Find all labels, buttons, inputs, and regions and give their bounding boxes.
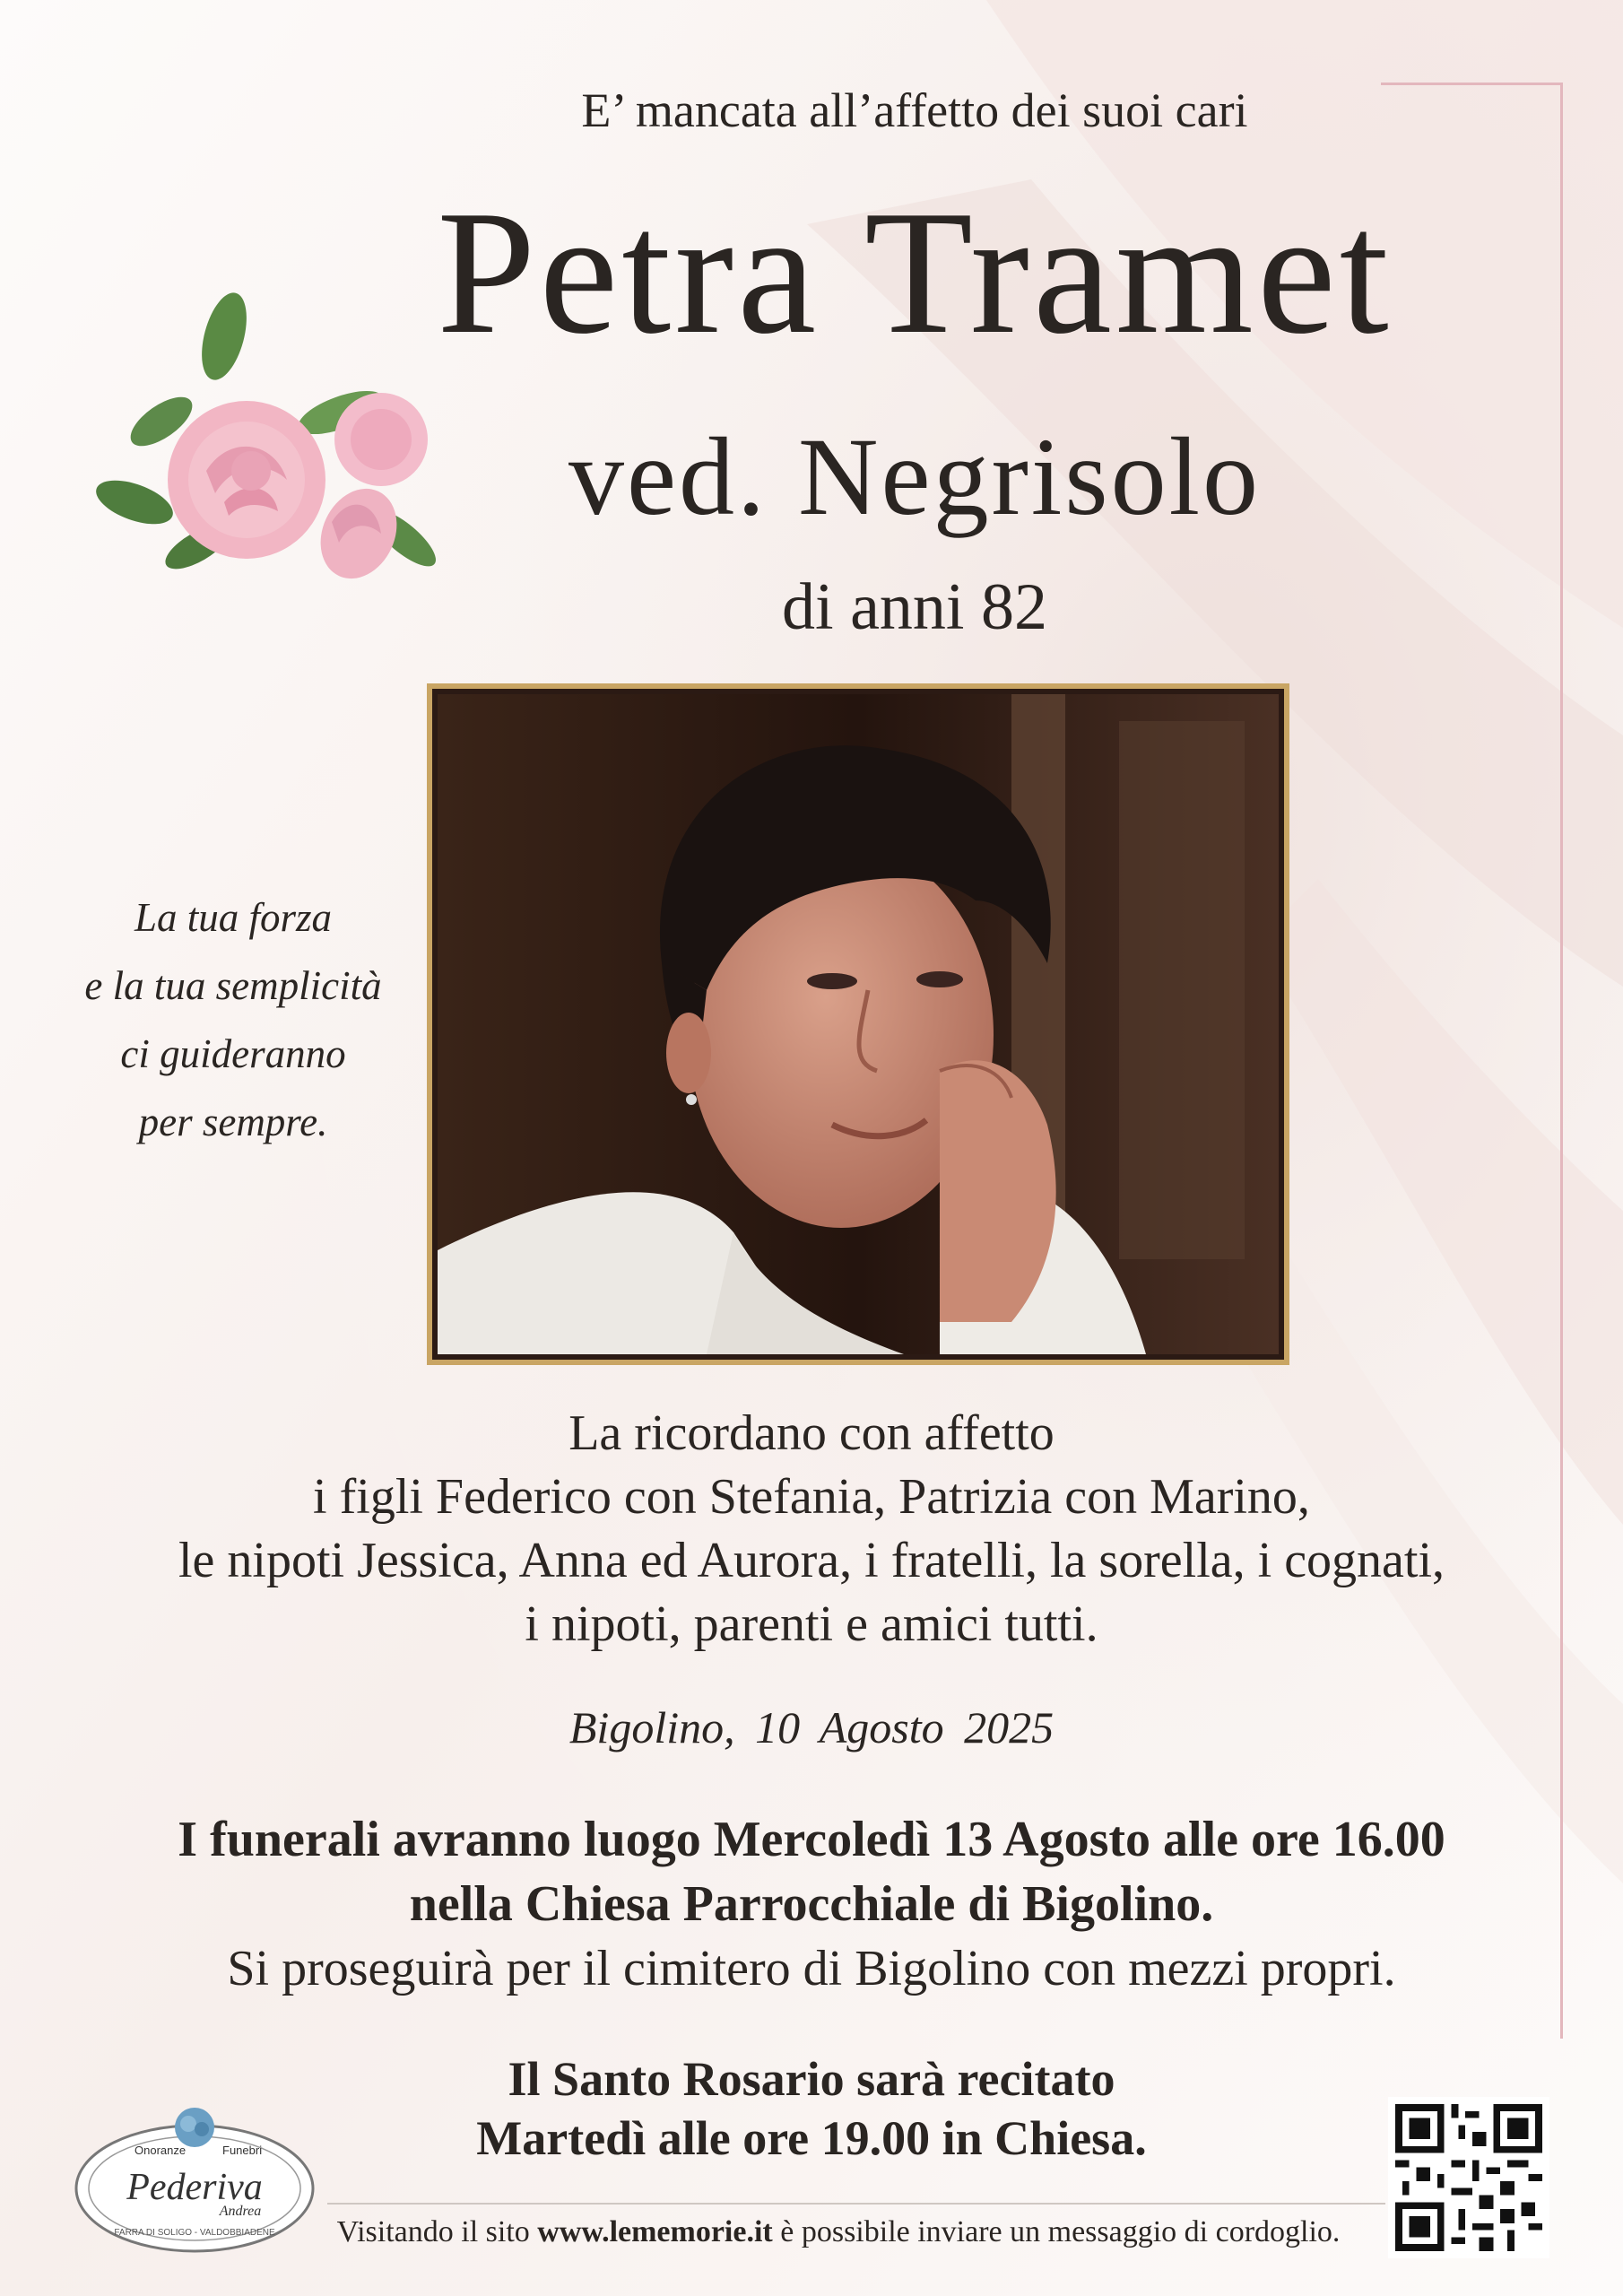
rosary-line: Il Santo Rosario sarà recitato — [508, 2052, 1115, 2106]
deceased-name: Petra Tramet — [437, 174, 1393, 370]
family-message — [54, 1402, 1569, 1657]
intro-text: E’ mancata all’affetto dei suoi cari — [581, 83, 1248, 137]
qr-code-icon[interactable] — [1388, 2097, 1549, 2258]
quote-line: La tua forza — [134, 895, 333, 940]
family-line: La ricordano con affetto — [568, 1405, 1055, 1461]
place-date: Bigolino, 10 Agosto 2025 — [568, 1702, 1055, 1752]
widow-surname: ved. Negrisolo — [568, 415, 1262, 538]
funeral-line: nella Chiesa Parrocchiale di Bigolino. — [409, 1876, 1214, 1932]
logo-bottom: FARRA DI SOLIGO - VALDOBBIADENE — [114, 2228, 275, 2238]
memorial-quote — [36, 883, 430, 1156]
portrait-frame — [427, 683, 1289, 1365]
footer-divider — [327, 2203, 1385, 2205]
funeral-line: I funerali avranno luogo Mercoledì 13 Agosto alle ore 16.00 — [178, 1812, 1445, 1867]
family-line: i nipoti, parenti e amici tutti. — [525, 1596, 1098, 1652]
logo-text: Onoranze — [135, 2144, 187, 2157]
funeral-home-logo — [70, 2099, 319, 2258]
funeral-line: Si proseguirà per il cimitero di Bigolino con mezzi propri. — [227, 1941, 1396, 1996]
footer-prefix: Visitando il sito — [336, 2215, 538, 2248]
quote-line: e la tua semplicità — [84, 963, 382, 1008]
funeral-info — [54, 1807, 1569, 2001]
footer-text — [305, 2212, 1372, 2253]
family-line: i figli Federico con Stefania, Patrizia con Marino, — [313, 1469, 1310, 1525]
logo-brand: Pederiva — [126, 2167, 263, 2208]
rosary-info — [269, 2049, 1354, 2168]
age-text: di anni 82 — [782, 570, 1047, 644]
qr-code-pattern — [1395, 2104, 1542, 2251]
quote-line: ci guideranno — [120, 1031, 346, 1076]
footer-suffix: è possibile inviare un messaggio di cordoglio. — [772, 2215, 1341, 2248]
rosary-line: Martedì alle ore 19.00 in Chiesa. — [476, 2111, 1147, 2165]
quote-line: per sempre. — [138, 1100, 328, 1144]
logo-text: Funebri — [222, 2144, 263, 2157]
family-line: le nipoti Jessica, Anna ed Aurora, i fratelli, la sorella, i cognati, — [178, 1533, 1445, 1588]
footer-site-link[interactable]: www.lememorie.it — [537, 2215, 773, 2248]
logo-sub: Andrea — [219, 2204, 262, 2219]
portrait-photo — [438, 694, 1279, 1354]
